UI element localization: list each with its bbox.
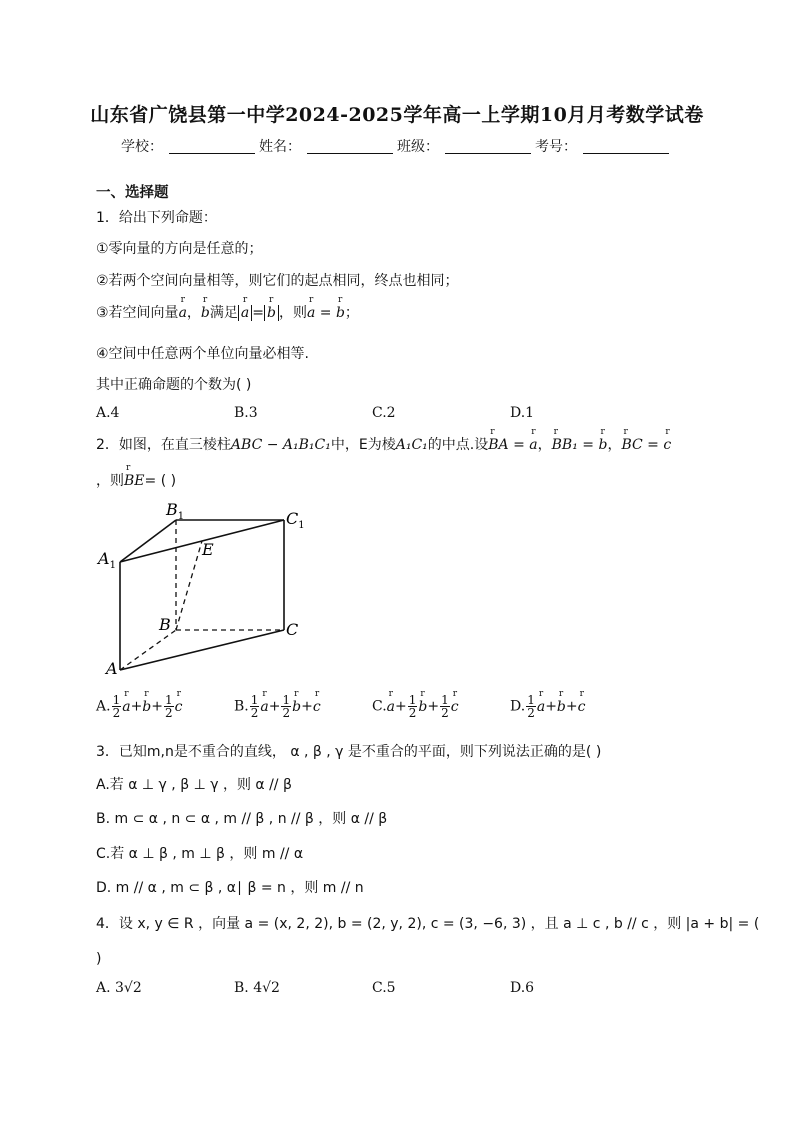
label-C1: $C_1$ [286, 509, 305, 531]
q1-statement-4: ④空间中任意两个单位向量必相等. [96, 346, 310, 362]
q3-option-b[interactable]: B. m ⊂ α , n ⊂ α , m // β , n // β ，则 α // β [96, 811, 388, 827]
q2-option-d[interactable]: D. $\frac{1}{2}$ r a+r b+r c [510, 694, 585, 719]
q3-option-c[interactable]: C.若 α ⊥ β , m ⊥ β ，则 m // α [96, 846, 304, 862]
q4-option-d[interactable]: D.6 [510, 980, 535, 996]
label-A: A [106, 659, 118, 678]
label-E: E [202, 540, 214, 559]
label-B1: $B_1$ [166, 500, 185, 522]
q3-option-d[interactable]: D. m // α , m ⊂ β , α∣ β = n ，则 m // n [96, 880, 364, 896]
id-label: 考号： [535, 139, 577, 155]
school-label: 学校： [121, 139, 163, 155]
q2-option-a[interactable]: A. $\frac{1}{2}$ r a+r b+ $\frac{1}{2}$ r c [96, 694, 182, 719]
q4-stem: 4．设 x, y ∈ R ，向量 a = (x, 2, 2), b = (2, y, 2), c = (3, −6, 3) ，且 a ⊥ c , b // c ，则 |a + b| = ( [96, 916, 760, 932]
q2-option-c[interactable]: C.r a+ $\frac{1}{2}$ r b+ $\frac{1}{2}$ r c [372, 694, 459, 719]
name-label: 姓名： [259, 139, 301, 155]
q1-option-a[interactable]: A.4 [96, 405, 120, 421]
q4-stem-close: ) [96, 951, 102, 967]
q1-question: 其中正确命题的个数为( ) [96, 377, 252, 393]
section-heading: 一、选择题 [96, 185, 169, 201]
label-A1: $A_1$ [98, 549, 116, 571]
label-B: B [159, 615, 171, 634]
student-info-line [0, 136, 794, 156]
label-C: C [286, 620, 299, 639]
q1-statement-1: ①零向量的方向是任意的； [96, 241, 263, 257]
q4-option-b[interactable]: B. 4√2 [234, 980, 280, 996]
q2-stem: 2．如图，在直三棱柱ABC − A₁B₁C₁中，E为棱A₁C₁的中点.设r BA = r a，r BB₁ = r b，r BC = r c [96, 434, 671, 454]
name-blank[interactable] [307, 139, 393, 154]
id-blank[interactable] [583, 139, 669, 154]
class-label: 班级： [397, 139, 439, 155]
q1-option-d[interactable]: D.1 [510, 405, 535, 421]
q1-option-c[interactable]: C.2 [372, 405, 396, 421]
q1-statement-2: ②若两个空间向量相等，则它们的起点相同，终点也相同； [96, 273, 459, 289]
q1-statement-3: ③若空间向量r a，r b满足r a =r b ，则r a = r b； [96, 302, 359, 322]
school-blank[interactable] [169, 139, 255, 154]
prism-figure [96, 496, 316, 681]
q4-option-a[interactable]: A. 3√2 [96, 980, 142, 996]
q3-stem: 3．已知m,n是不重合的直线， α , β , γ 是不重合的平面，则下列说法正确的是( ) [96, 744, 602, 760]
q1-stem: 1．给出下列命题： [96, 210, 217, 226]
q2-stem-line2: ，则r BE= ( ) [96, 470, 176, 490]
q4-option-c[interactable]: C.5 [372, 980, 396, 996]
q3-option-a[interactable]: A.若 α ⊥ γ , β ⊥ γ ，则 α // β [96, 777, 292, 793]
exam-title: 山东省广饶县第一中学2024-2025学年高一上学期10月月考数学试卷 [90, 104, 704, 126]
q2-option-b[interactable]: B. $\frac{1}{2}$ r a+ $\frac{1}{2}$ r b+r c [234, 694, 321, 719]
class-blank[interactable] [445, 139, 531, 154]
q1-option-b[interactable]: B.3 [234, 405, 258, 421]
